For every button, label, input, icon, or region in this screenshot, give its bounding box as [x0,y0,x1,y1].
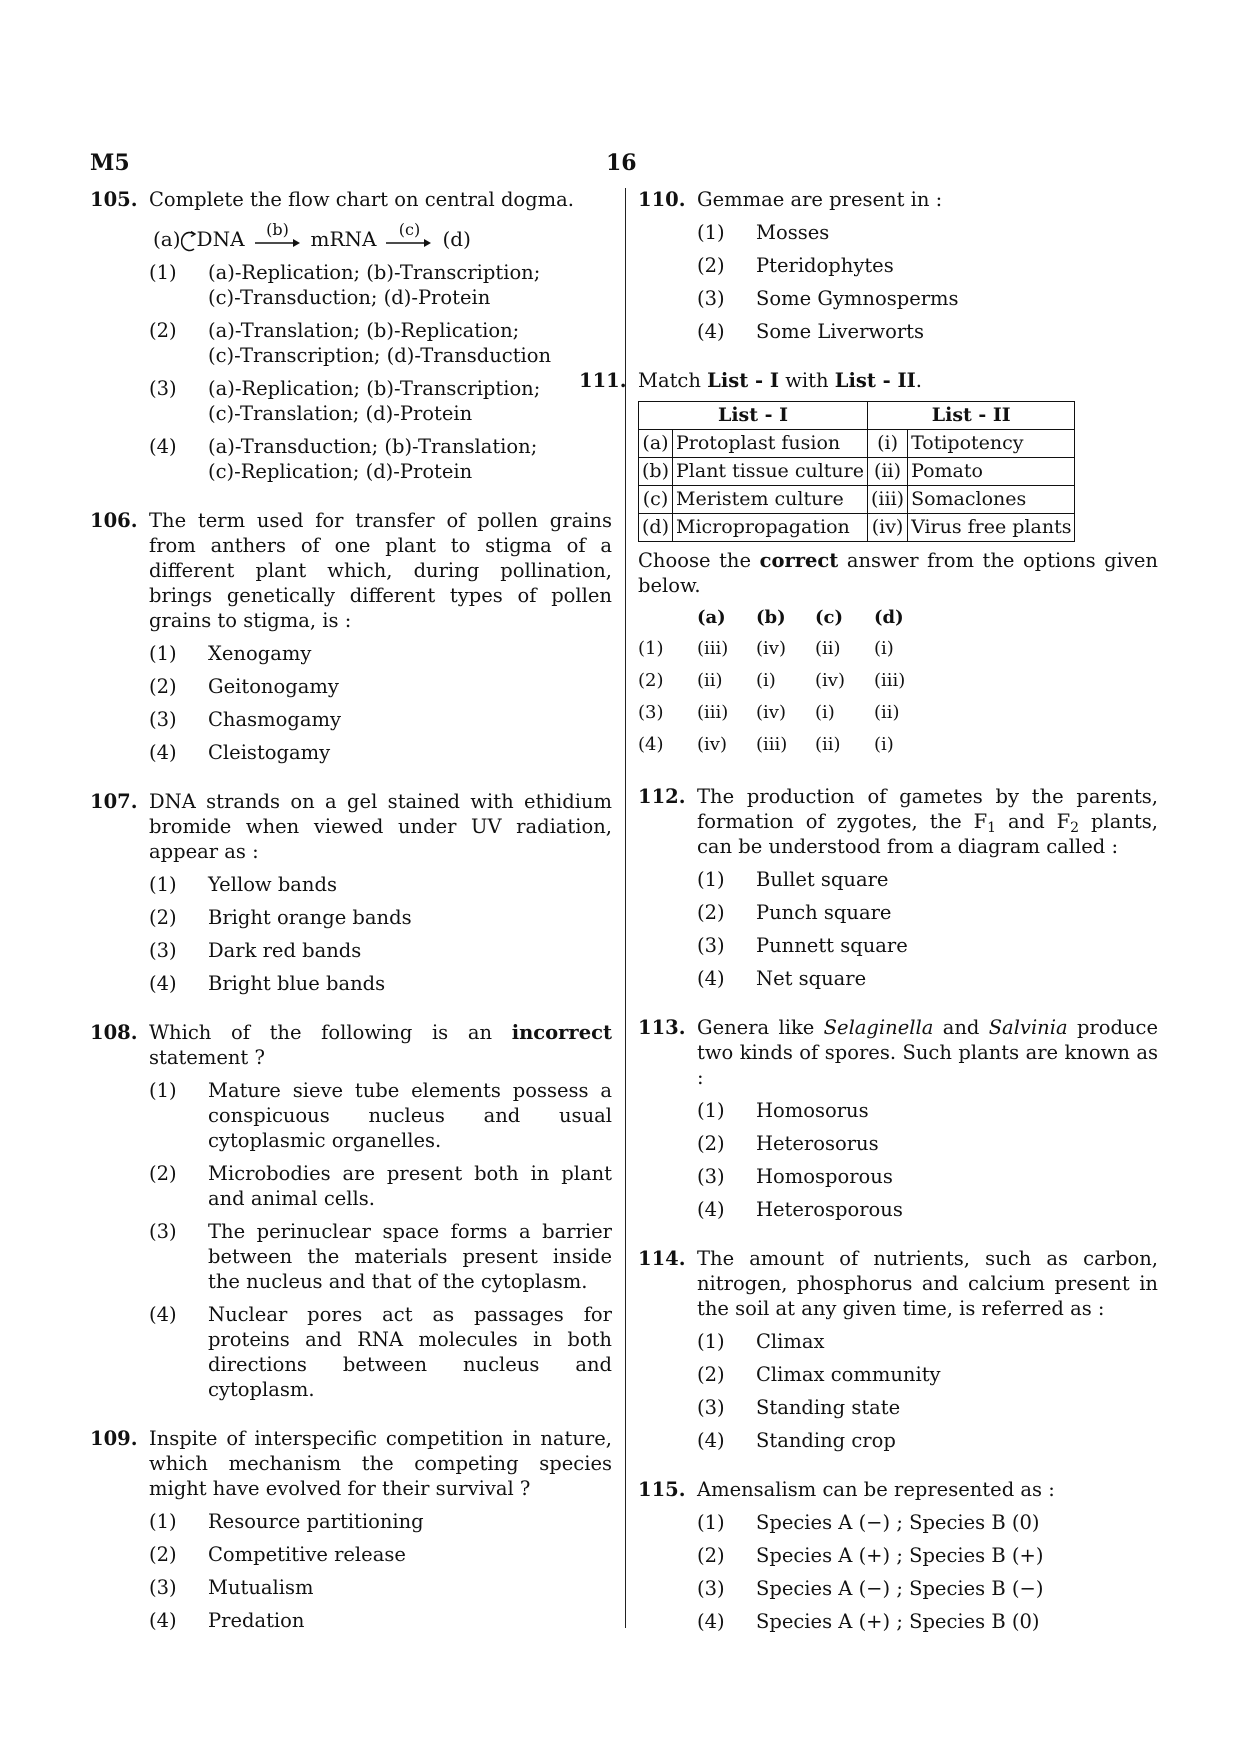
option-cell: (i) [874,733,894,755]
match-row [639,458,1075,486]
instruction-text [638,548,1158,598]
option-4 [149,740,612,765]
option-cell: (i) [874,637,894,659]
option-cell: (iii) [874,669,906,691]
option-number: (3) [697,287,725,310]
option-1 [149,872,612,897]
question-number: 113. [638,1016,686,1039]
emphasis: List - I [707,369,780,392]
emphasis: List - II [834,369,916,392]
option-cell: (ii) [874,701,900,723]
question-text: The term used for transfer of pollen grains from anthers of one plant to stigma of a different plant which, during pollination, brings genetically different types of pollen grains to stigma, is : [149,509,612,632]
option-3 [697,1395,1158,1420]
option-number: (1) [149,261,177,284]
option-cell: (iii) [756,733,788,755]
option-line: (c)-Translation; (d)-Protein [208,402,473,425]
option-number: (4) [697,1610,725,1633]
option-text: Species A (−) ; Species B (0) [756,1511,1040,1534]
list-2-key: (iii) [868,486,908,514]
list-2-value: Pomato [908,458,1075,486]
option-cell: (iv) [815,669,845,691]
option-line: (a)-Transduction; (b)-Translation; [208,435,538,458]
option-text: Microbodies are present both in plant and animal cells. [208,1162,612,1210]
answer-option-row [638,728,933,760]
question-108 [90,1020,612,1402]
option-number: (1) [149,642,177,665]
option-text: Xenogamy [208,642,312,665]
option-text: Dark red bands [208,939,362,962]
question-text: Gemmae are present in : [697,188,943,211]
option-number: (3) [149,939,177,962]
option-3 [149,707,612,732]
option-2 [697,900,1158,925]
option-number: (4) [697,967,725,990]
option-number: (2) [697,1363,725,1386]
option-text: Chasmogamy [208,708,341,731]
option-text: Punnett square [756,934,908,957]
option-text: Species A (+) ; Species B (0) [756,1610,1040,1633]
option-number: (3) [638,701,664,723]
question-112 [638,784,1158,991]
option-number: (2) [149,1543,177,1566]
paper-code: M5 [90,150,130,176]
option-3 [149,938,612,963]
list-2-value: Totipotency [908,430,1075,458]
text-run: with [779,369,835,392]
option-4 [697,966,1158,991]
question-text [697,784,1158,859]
list-1-key: (b) [639,458,673,486]
option-text: Homosorus [756,1099,869,1122]
match-table [638,401,1075,542]
option-number: (3) [697,1165,725,1188]
list-1-value: Protoplast fusion [673,430,868,458]
option-text: Pteridophytes [756,254,894,277]
option-text: Competitive release [208,1543,406,1566]
option-number: (3) [697,1396,725,1419]
option-number: (1) [149,873,177,896]
question-110 [638,187,1158,344]
text-run: Genera like [697,1016,824,1039]
list-2-key: (ii) [868,458,908,486]
answer-option-row [638,632,933,664]
option-number: (2) [697,1544,725,1567]
question-number: 105. [90,188,138,211]
page-number: 16 [606,150,637,176]
option-number: (4) [697,1198,725,1221]
text-run: and [933,1016,989,1039]
option-text: Net square [756,967,867,990]
question-115 [638,1477,1158,1634]
option-text: Predation [208,1609,305,1632]
list-2-value: Somaclones [908,486,1075,514]
option-cell: (ii) [815,733,841,755]
list-1-key: (d) [639,514,673,542]
text-run: Choose the [638,549,760,572]
option-number: (1) [149,1510,177,1533]
text-run: and F [996,810,1071,833]
option-text: Cleistogamy [208,741,331,764]
option-number: (1) [697,1099,725,1122]
replication-loop-icon [181,230,197,252]
option-cell: (iii) [697,637,729,659]
flow-label-a: (a) [153,227,181,251]
flow-mrna: mRNA [310,227,377,251]
question-113 [638,1015,1158,1222]
option-text: Mature sieve tube elements possess a conspicuous nucleus and usual cytoplasmic organelles. [208,1079,612,1152]
question-text [697,1015,1158,1090]
option-1 [149,641,612,666]
option-number: (2) [149,906,177,929]
option-2 [149,1542,612,1567]
option-2 [697,1543,1158,1568]
option-2 [697,1362,1158,1387]
option-text: Yellow bands [208,873,337,896]
right-arrow-icon [255,238,301,248]
question-text: Inspite of interspecific competition in nature, which mechanism the competing species might have evolved for their survival ? [149,1427,612,1500]
option-line: (c)-Transcription; (d)-Transduction [208,344,552,367]
option-4 [697,1609,1158,1634]
option-3 [697,1576,1158,1601]
option-number: (4) [149,1303,177,1326]
question-text: DNA strands on a gel stained with ethidium bromide when viewed under UV radiation, appear as : [149,790,612,863]
central-dogma-flowchart [153,222,612,252]
option-cell: (i) [756,669,776,691]
column-header: (b) [756,606,786,628]
option-text: Nuclear pores act as passages for proteins and RNA molecules in both directions between nucleus and cytoplasm. [208,1303,612,1401]
column-header: (a) [697,606,726,628]
option-1 [697,220,1158,245]
option-number: (4) [697,1429,725,1452]
option-number: (1) [149,1079,177,1102]
option-cell: (iv) [756,701,786,723]
match-row [639,430,1075,458]
option-text: Some Gymnosperms [756,287,959,310]
flow-label-c: (c) [398,220,421,239]
option-number: (4) [149,741,177,764]
option-2 [149,905,612,930]
genus-name: Salvinia [988,1016,1068,1039]
match-row [639,486,1075,514]
option-text: Bright orange bands [208,906,412,929]
option-cell: (iii) [697,701,729,723]
option-2 [149,1161,612,1211]
option-3 [697,933,1158,958]
option-text: Mutualism [208,1576,314,1599]
option-4 [697,319,1158,344]
flow-dna: DNA [196,227,245,251]
option-3 [149,376,612,426]
option-text: Geitonogamy [208,675,339,698]
question-111 [579,368,1158,760]
option-text: Climax community [756,1363,941,1386]
match-header-row [639,402,1075,430]
option-number: (1) [697,221,725,244]
right-arrow-icon [386,238,432,248]
list-2-header: List - II [868,402,1075,430]
answer-option-row [638,696,933,728]
text-run: . [915,369,922,392]
option-number: (3) [149,377,177,400]
option-number: (4) [149,972,177,995]
list-1-key: (a) [639,430,673,458]
list-2-key: (iv) [868,514,908,542]
text-run: Match [638,369,708,392]
question-text [638,368,1158,393]
option-text: Mosses [756,221,830,244]
question-number: 106. [90,509,138,532]
text-run: answer from the options given below. [638,549,1158,597]
option-2 [149,318,612,368]
answer-header-row [638,602,933,632]
list-1-key: (c) [639,486,673,514]
option-number: (4) [697,320,725,343]
option-number: (3) [697,1577,725,1600]
option-line: (a)-Replication; (b)-Transcription; [208,377,541,400]
option-4 [149,971,612,996]
option-text: Bullet square [756,868,889,891]
option-number: (2) [149,1162,177,1185]
question-text: Complete the flow chart on central dogma. [149,188,574,211]
option-1 [149,1509,612,1534]
genus-name: Selaginella [823,1016,934,1039]
option-text: Species A (−) ; Species B (−) [756,1577,1044,1600]
option-number: (2) [697,254,725,277]
option-2 [697,1131,1158,1156]
option-1 [697,1510,1158,1535]
option-number: (1) [697,1330,725,1353]
option-number: (3) [697,934,725,957]
flow-label-d: (d) [442,227,471,251]
right-column [579,187,1158,1658]
option-line: (a)-Translation; (b)-Replication; [208,319,520,342]
question-106 [90,508,612,765]
left-column [90,187,612,1657]
option-1 [149,1078,612,1153]
text-run: Which of the following is an [149,1021,512,1044]
option-4 [149,1608,612,1633]
option-cell: (ii) [815,637,841,659]
option-text: Punch square [756,901,892,924]
option-cell: (iv) [756,637,786,659]
option-4 [149,1302,612,1402]
text-run: produce two kinds of spores. Such plants are known as : [697,1016,1158,1089]
question-number: 107. [90,790,138,813]
flow-arrow-c [386,222,432,248]
question-number: 115. [638,1478,686,1501]
option-1 [149,260,612,310]
list-1-value: Meristem culture [673,486,868,514]
option-number: (3) [149,1220,177,1243]
option-3 [697,1164,1158,1189]
answer-option-row [638,664,933,696]
option-4 [149,434,612,484]
emphasis: correct [759,549,839,572]
question-number: 114. [638,1247,686,1270]
option-cell: (i) [815,701,835,723]
option-number: (2) [697,1132,725,1155]
option-line: (c)-Replication; (d)-Protein [208,460,473,483]
option-number: (2) [149,675,177,698]
option-text: Some Liverworts [756,320,924,343]
option-1 [697,1329,1158,1354]
question-105 [90,187,612,484]
subscript: 1 [987,820,997,836]
list-2-key: (i) [868,430,908,458]
option-1 [697,1098,1158,1123]
emphasis: incorrect [511,1021,612,1044]
option-text: Climax [756,1330,825,1353]
option-text: Standing state [756,1396,901,1419]
option-cell: (iv) [697,733,727,755]
option-4 [697,1197,1158,1222]
option-number: (4) [149,435,177,458]
option-text: The perinuclear space forms a barrier between the materials present inside the nucleus and that of the cytoplasm. [208,1220,612,1293]
option-number: (4) [638,733,664,755]
option-1 [697,867,1158,892]
question-107 [90,789,612,996]
option-3 [697,286,1158,311]
option-number: (2) [697,901,725,924]
option-number: (3) [149,1576,177,1599]
flow-arrow-b [255,222,301,248]
text-run: plants, can be understood from a diagram called : [697,810,1158,858]
option-line: (c)-Transduction; (d)-Protein [208,286,491,309]
question-text [149,1020,612,1070]
question-text: The amount of nutrients, such as carbon, nitrogen, phosphorus and calcium present in the soil at any given time, is referred as : [697,1247,1158,1320]
option-number: (4) [149,1609,177,1632]
text-run: The production of gametes by the parents, formation of zygotes, the F [697,785,1158,833]
option-text: Homosporous [756,1165,893,1188]
list-2-value: Virus free plants [908,514,1075,542]
question-109 [90,1426,612,1633]
match-row [639,514,1075,542]
option-text: Heterosporous [756,1198,903,1221]
option-number: (3) [149,708,177,731]
question-number: 110. [638,188,686,211]
option-4 [697,1428,1158,1453]
question-number: 111. [579,369,627,392]
option-number: (1) [638,637,664,659]
subscript: 2 [1070,820,1080,836]
question-number: 109. [90,1427,138,1450]
option-number: (2) [638,669,664,691]
option-text: Standing crop [756,1429,896,1452]
column-header: (d) [874,606,904,628]
option-text: Species A (+) ; Species B (+) [756,1544,1044,1567]
option-number: (2) [149,319,177,342]
question-number: 108. [90,1021,138,1044]
text-run: statement ? [149,1046,265,1069]
option-number: (1) [697,1511,725,1534]
column-header: (c) [815,606,843,628]
list-1-value: Micropropagation [673,514,868,542]
list-1-header: List - I [639,402,868,430]
answer-options-table [638,602,933,760]
option-text: Resource partitioning [208,1510,424,1533]
option-3 [149,1219,612,1294]
option-number: (1) [697,868,725,891]
question-text: Amensalism can be represented as : [697,1478,1055,1501]
list-1-value: Plant tissue culture [673,458,868,486]
question-number: 112. [638,785,686,808]
flow-label-b: (b) [266,220,289,239]
question-114 [638,1246,1158,1453]
option-text: Bright blue bands [208,972,386,995]
option-line: (a)-Replication; (b)-Transcription; [208,261,541,284]
option-2 [149,674,612,699]
option-text: Heterosorus [756,1132,879,1155]
option-3 [149,1575,612,1600]
option-2 [697,253,1158,278]
option-cell: (ii) [697,669,723,691]
